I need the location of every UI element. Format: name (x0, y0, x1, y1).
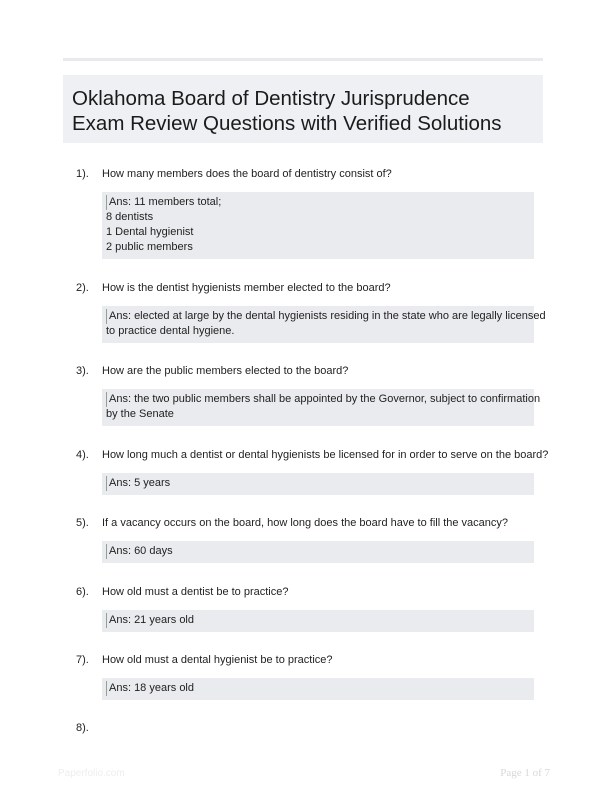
answer-line: Ans: 60 days (106, 544, 528, 559)
question-number: 6). (76, 586, 89, 598)
question-number: 1). (76, 168, 89, 180)
answer-line: Ans: 18 years old (106, 681, 528, 696)
answer-line: by the Senate (106, 408, 174, 420)
answer-box (102, 541, 534, 563)
question-number: 7). (76, 654, 89, 666)
question-number: 3). (76, 365, 89, 377)
answer-line: to practice dental hygiene. (106, 325, 235, 337)
answer-line: Ans: 21 years old (106, 613, 528, 628)
question-text: How are the public members elected to the board? (102, 365, 349, 377)
question-text: How is the dentist hygienists member elected to the board? (102, 282, 391, 294)
answer-box (102, 610, 534, 632)
answer-line: Ans: the two public members shall be appointed by the Governor, subject to confirmation (106, 392, 528, 407)
question-text: How old must a dentist be to practice? (102, 586, 289, 598)
question-text: How long much a dentist or dental hygienists be licensed for in order to serve on the board? (102, 449, 549, 461)
answer-box (102, 306, 546, 343)
question-number: 5). (76, 517, 89, 529)
question-text: How old must a dental hygienist be to practice? (102, 654, 333, 666)
answer-box (102, 389, 541, 426)
answer-box (102, 473, 534, 495)
question-text: If a vacancy occurs on the board, how long does the board have to fill the vacancy? (102, 517, 509, 529)
title-banner (63, 75, 543, 143)
answer-line: 2 public members (106, 241, 193, 253)
answer-line: 1 Dental hygienist (106, 226, 194, 238)
footer-watermark: Paperfolio.com (58, 768, 125, 779)
answer-box (102, 192, 534, 259)
question-number: 4). (76, 449, 89, 461)
answer-line: Ans: 11 members total; (106, 195, 528, 210)
page-title-line-1: Oklahoma Board of Dentistry Jurisprudence (72, 87, 470, 110)
question-number: 2). (76, 282, 89, 294)
question-text: How many members does the board of dentistry consist of? (102, 168, 392, 180)
page-indicator: Page 1 of 7 (500, 767, 550, 779)
answer-line: 8 dentists (106, 211, 154, 223)
answer-line: Ans: elected at large by the dental hygienists residing in the state who are legally licensed (106, 309, 528, 324)
answer-line: Ans: 5 years (106, 476, 528, 491)
page-title-line-2: Exam Review Questions with Verified Solutions (72, 112, 502, 135)
top-divider (63, 58, 543, 61)
answer-box (102, 678, 534, 700)
question-number: 8). (76, 722, 89, 734)
